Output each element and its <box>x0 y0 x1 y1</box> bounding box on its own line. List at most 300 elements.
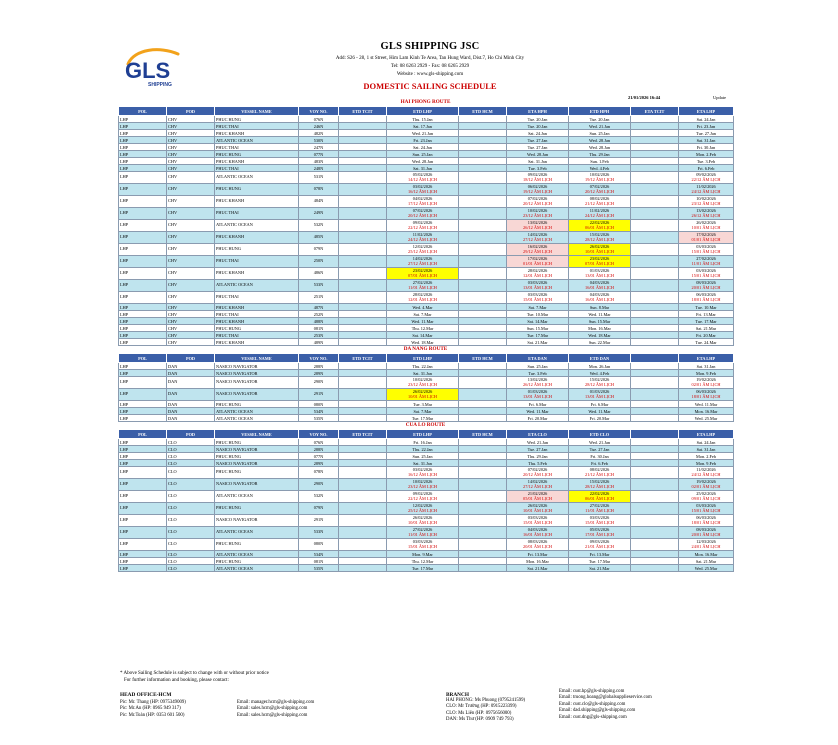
cell-eta-tcit <box>631 130 679 137</box>
cell-etd-port: Fri. 30.Jan <box>569 453 631 460</box>
cell-pol: LHP <box>119 304 167 311</box>
cell-etd-port: 09/03/2026 21/01 ÂM LỊCH <box>569 539 631 551</box>
cell-eta-port: 08/03/2026 20/01 ÂM LỊCH <box>507 539 569 551</box>
cell-eta-port: Tue. 27.Jan <box>507 137 569 144</box>
table-row <box>119 527 734 539</box>
lunar-date: 20/01 ÂM LỊCH <box>523 543 552 549</box>
cell-pod: CLO <box>167 503 215 515</box>
cell-eta-port: Tue. 27.Jan <box>507 144 569 151</box>
cell-eta-port: Tue. 20.Jan <box>507 123 569 130</box>
cell-eta-tcit <box>631 332 679 339</box>
cell-pol: LHP <box>119 439 167 446</box>
cell-pol: LHP <box>119 280 167 292</box>
cell-etd-hcm <box>459 232 507 244</box>
cell-eta-lhp: Fri. 23.Jan <box>679 123 734 130</box>
cell-eta-tcit <box>631 558 679 565</box>
cell-voy: 530N <box>299 137 339 144</box>
table-row <box>119 208 734 220</box>
cell-pol: LHP <box>119 116 167 123</box>
cell-eta-port: 21/02/2026 05/01 ÂM LỊCH <box>507 491 569 503</box>
table-row <box>119 220 734 232</box>
cell-pod: CHV <box>167 137 215 144</box>
cell-pol: LHP <box>119 244 167 256</box>
cell-etd-lhp: Sat. 24.Jan <box>387 144 459 151</box>
cell-pod: CHV <box>167 184 215 196</box>
table-row <box>119 232 734 244</box>
cell-etd-lhp: 04/02/2026 17/12 ÂM LỊCH <box>387 196 459 208</box>
lunar-date: 10/01 ÂM LỊCH <box>585 248 614 254</box>
cell-etd-hcm <box>459 172 507 184</box>
cell-voy: 079N <box>299 244 339 256</box>
cell-eta-port: 04/03/2026 16/01 ÂM LỊCH <box>507 527 569 539</box>
lunar-date: 20/01 ÂM LỊCH <box>691 284 721 290</box>
lunar-date: 12/01 ÂM LỊCH <box>523 272 552 278</box>
head-office-title: HEAD OFFICE-HCM <box>120 692 172 698</box>
table-row <box>119 565 734 572</box>
table-row <box>119 558 734 565</box>
schedule-date: 21/01/2026 16:44 <box>628 95 661 100</box>
cell-vessel: PHUC KHANH <box>215 130 299 137</box>
company-website[interactable]: Website : www.gls-shipping.com <box>396 72 464 77</box>
cell-etd-tcit <box>339 325 387 332</box>
cell-vessel: PHUC KHANH <box>215 232 299 244</box>
cell-etd-tcit <box>339 244 387 256</box>
cell-etd-lhp: Thu. 22.Jan <box>387 363 459 370</box>
lunar-date: 23/12 ÂM LỊCH <box>691 200 721 206</box>
cell-eta-port: 06/02/2026 19/12 ÂM LỊCH <box>507 184 569 196</box>
route-title: HAI PHONG ROUTE <box>400 99 451 105</box>
table-row <box>119 116 734 123</box>
lunar-date: 17/12 ÂM LỊCH <box>408 200 437 206</box>
lunar-date: 19/12 ÂM LỊCH <box>585 176 614 182</box>
branch-email[interactable]: Email: cust.hp@gls-shipping.com <box>559 689 625 694</box>
cell-pod: DAN <box>167 363 215 370</box>
cell-etd-lhp: 03/02/2026 16/12 ÂM LỊCH <box>387 467 459 479</box>
cell-voy: 078N <box>299 467 339 479</box>
table-row <box>119 158 734 165</box>
lunar-date: 10/01 ÂM LỊCH <box>408 393 437 399</box>
cell-eta-lhp: Tue. 10.Mar <box>679 304 734 311</box>
cell-voy: 250N <box>299 256 339 268</box>
cell-pod: CHV <box>167 268 215 280</box>
cell-pod: CLO <box>167 558 215 565</box>
cell-eta-lhp: 13/02/2026 26/12 ÂM LỊCH <box>679 208 734 220</box>
cell-etd-tcit <box>339 123 387 130</box>
cell-etd-hcm <box>459 184 507 196</box>
cell-vessel: PHUC THAI <box>215 256 299 268</box>
cell-pol: LHP <box>119 370 167 377</box>
branch-email[interactable]: Email: cust.dng@gls-shipping.com <box>559 714 627 720</box>
lunar-date: 17/01 ÂM LỊCH <box>585 531 614 537</box>
lunar-date: 27/12 ÂM LỊCH <box>523 483 552 489</box>
cell-pod: CHV <box>167 232 215 244</box>
cell-vessel: ATLANTIC OCEAN <box>215 527 299 539</box>
cell-eta-port: Tue. 3.Feb <box>507 165 569 172</box>
cell-etd-port: Wed. 11.Mar <box>569 408 631 415</box>
cell-eta-lhp: 06/03/2026 18/01 ÂM LỊCH <box>679 515 734 527</box>
cell-eta-lhp: Mon. 2.Feb <box>679 151 734 158</box>
cell-etd-lhp: Tue. 17.Mar <box>387 415 459 422</box>
lunar-date: 20/01 ÂM LỊCH <box>691 531 721 537</box>
cell-voy: 483N <box>299 158 339 165</box>
cell-eta-port: Tue. 3.Feb <box>507 370 569 377</box>
cell-eta-lhp: 06/03/2026 18/01 ÂM LỊCH <box>679 389 734 401</box>
cell-etd-tcit <box>339 479 387 491</box>
cell-etd-hcm <box>459 256 507 268</box>
lunar-date: 27/12 ÂM LỊCH <box>408 260 437 266</box>
cell-voy: 076N <box>299 116 339 123</box>
cell-eta-lhp: Tue. 24.Mar <box>679 339 734 346</box>
cell-etd-tcit <box>339 363 387 370</box>
cell-eta-lhp: Sat. 24.Jan <box>679 439 734 446</box>
lunar-date: 20/12 ÂM LỊCH <box>523 471 552 477</box>
cell-eta-tcit <box>631 439 679 446</box>
head-office-email[interactable]: Email: sales.hcm@gls-shipping.com <box>237 712 308 718</box>
branch-email[interactable]: Email: truong.hoang@globalsupplieservice.com <box>559 695 652 701</box>
cell-etd-port: Wed. 4.Feb <box>569 370 631 377</box>
column-header-etd-lhp: ETD LHP <box>387 430 459 439</box>
cell-vessel: PHUC HUNG <box>215 539 299 551</box>
cell-eta-port: Fri. 20.Mar <box>507 415 569 422</box>
cell-vessel: ATLANTIC OCEAN <box>215 551 299 558</box>
cell-etd-hcm <box>459 332 507 339</box>
column-header-etd-tcit: ETD TCIT <box>339 107 387 116</box>
head-office-email[interactable]: Email: manager.hcm@gls-shipping.com <box>237 700 315 705</box>
page-title: DOMESTIC SAILING SCHEDULE <box>363 81 497 91</box>
cell-pod: CHV <box>167 304 215 311</box>
cell-eta-port: 13/02/2026 26/12 ÂM LỊCH <box>507 377 569 389</box>
cell-etd-tcit <box>339 172 387 184</box>
lunar-date: 02/01 ÂM LỊCH <box>691 483 721 489</box>
cell-vessel: PHUC KHANH <box>215 339 299 346</box>
cell-etd-port: Sun. 1.Feb <box>569 158 631 165</box>
cell-eta-tcit <box>631 244 679 256</box>
column-header-eta-lhp: ETA LHP <box>679 354 734 363</box>
cell-pol: LHP <box>119 515 167 527</box>
head-office-pic: Pic: Mr.An (HP: 0965 949 317) <box>120 706 181 712</box>
notes-disclaimer: * Above Sailing Schedule is subject to change with or without prior notice <box>120 671 269 676</box>
cell-voy: 081N <box>299 325 339 332</box>
cell-pod: DAN <box>167 377 215 389</box>
cell-voy: 253N <box>299 332 339 339</box>
cell-vessel: ATLANTIC OCEAN <box>215 137 299 144</box>
cell-etd-lhp: Sat. 7.Mar <box>387 408 459 415</box>
cell-eta-port: 09/02/2026 18/12 ÂM LỊCH <box>507 172 569 184</box>
cell-voy: 248N <box>299 165 339 172</box>
cell-etd-lhp: Fri. 23.Jan <box>387 137 459 144</box>
cell-vessel: ATLANTIC OCEAN <box>215 565 299 572</box>
column-header-etd-port: ETD CLO <box>569 430 631 439</box>
branch-pic: DAN: Ms Thư (HP: 0909 749 793) <box>446 717 514 723</box>
table-row <box>119 184 734 196</box>
cell-etd-lhp: 27/02/2026 11/01 ÂM LỊCH <box>387 280 459 292</box>
cell-eta-lhp: Mon. 9.Feb <box>679 460 734 467</box>
cell-etd-hcm <box>459 165 507 172</box>
cell-eta-tcit <box>631 220 679 232</box>
cell-pol: LHP <box>119 415 167 422</box>
cell-eta-tcit <box>631 123 679 130</box>
lunar-date: 26/12 ÂM LỊCH <box>691 212 721 218</box>
cell-voy: 290N <box>299 377 339 389</box>
cell-eta-tcit <box>631 460 679 467</box>
cell-eta-tcit <box>631 479 679 491</box>
cell-eta-lhp: Sat. 21.Mar <box>679 325 734 332</box>
lunar-date: 28/12 ÂM LỊCH <box>585 381 614 387</box>
company-name: GLS SHIPPING JSC <box>380 41 480 52</box>
gls-logo <box>122 44 188 88</box>
cell-etd-hcm <box>459 527 507 539</box>
cell-etd-lhp: Wed. 11.Mar <box>387 318 459 325</box>
table-row <box>119 503 734 515</box>
table-row <box>119 144 734 151</box>
cell-etd-tcit <box>339 377 387 389</box>
cell-etd-lhp: Sat. 17.Jan <box>387 123 459 130</box>
cell-etd-tcit <box>339 467 387 479</box>
branch-email[interactable]: Email: cust.clo@gls-shipping.com <box>559 701 626 707</box>
head-office-contacts <box>120 700 186 719</box>
cell-vessel: PHUC HUNG <box>215 151 299 158</box>
cell-vessel: PHUC KHANH <box>215 268 299 280</box>
cell-eta-port: 10/02/2026 23/12 ÂM LỊCH <box>507 208 569 220</box>
cell-vessel: NASICO NAVIGATOR <box>215 370 299 377</box>
lunar-date: 24/12 ÂM LỊCH <box>691 471 721 477</box>
cell-pod: CHV <box>167 144 215 151</box>
column-header-etd-port: ETD DAN <box>569 354 631 363</box>
cell-vessel: NASICO NAVIGATOR <box>215 515 299 527</box>
cell-eta-port: Tue. 27.Jan <box>507 446 569 453</box>
table-row <box>119 332 734 339</box>
cell-pol: LHP <box>119 318 167 325</box>
cell-pol: LHP <box>119 144 167 151</box>
cell-etd-lhp: 10/02/2026 23/12 ÂM LỊCH <box>387 479 459 491</box>
cell-eta-tcit <box>631 137 679 144</box>
cell-eta-lhp: 03/03/2026 15/01 ÂM LỊCH <box>679 244 734 256</box>
cell-pod: CHV <box>167 220 215 232</box>
cell-voy: 076N <box>299 439 339 446</box>
cell-pol: LHP <box>119 401 167 408</box>
cell-etd-lhp: Sat. 31.Jan <box>387 460 459 467</box>
cell-etd-lhp: Thu. 12.Mar <box>387 325 459 332</box>
lunar-date: 13/01 ÂM LỊCH <box>523 284 552 290</box>
cell-voy: 077N <box>299 453 339 460</box>
cell-etd-port: 23/02/2026 07/01 ÂM LỊCH <box>569 256 631 268</box>
cell-pol: LHP <box>119 196 167 208</box>
cell-etd-port: Tue. 17.Mar <box>569 558 631 565</box>
cell-etd-port: Sun. 8.Mar <box>569 304 631 311</box>
cell-pol: LHP <box>119 256 167 268</box>
branch-pic: CLO: Mr Trường (HP: 0915223399) <box>446 704 517 710</box>
cell-vessel: NASICO NAVIGATOR <box>215 377 299 389</box>
cell-etd-hcm <box>459 370 507 377</box>
cell-etd-tcit <box>339 144 387 151</box>
cell-etd-port: 22/02/2026 06/01 ÂM LỊCH <box>569 220 631 232</box>
cell-etd-hcm <box>459 244 507 256</box>
cell-voy: 289N <box>299 370 339 377</box>
cell-etd-hcm <box>459 558 507 565</box>
cell-eta-port: Mon. 16.Mar <box>507 558 569 565</box>
cell-etd-port: Wed. 28.Jan <box>569 144 631 151</box>
cell-eta-tcit <box>631 370 679 377</box>
logo-text: GLS <box>125 58 171 83</box>
cell-eta-lhp: Wed. 25.Mar <box>679 415 734 422</box>
cell-etd-tcit <box>339 558 387 565</box>
table-row <box>119 377 734 389</box>
cell-pol: LHP <box>119 491 167 503</box>
cell-eta-port: 07/02/2026 20/12 ÂM LỊCH <box>507 196 569 208</box>
branch-contacts <box>446 698 525 724</box>
cell-eta-lhp: Tue. 27.Jan <box>679 130 734 137</box>
column-header-eta-port: ETA HPH <box>507 107 569 116</box>
cell-voy: 532N <box>299 491 339 503</box>
table-row <box>119 453 734 460</box>
head-office-email[interactable]: Email: sales.hcm@gls-shipping.com <box>237 706 308 712</box>
lunar-date: 16/01 ÂM LỊCH <box>523 531 552 537</box>
table-row <box>119 304 734 311</box>
cell-vessel: PHUC HUNG <box>215 453 299 460</box>
cell-etd-port: Sat. 21.Mar <box>569 565 631 572</box>
cell-etd-hcm <box>459 292 507 304</box>
schedule-table <box>118 429 734 572</box>
cell-eta-port: Sat. 21.Mar <box>507 339 569 346</box>
lunar-date: 24/12 ÂM LỊCH <box>691 188 721 194</box>
cell-voy: 487N <box>299 304 339 311</box>
cell-pod: CHV <box>167 172 215 184</box>
cell-vessel: ATLANTIC OCEAN <box>215 408 299 415</box>
cell-etd-hcm <box>459 123 507 130</box>
lunar-date: 13/01 ÂM LỊCH <box>585 393 614 399</box>
cell-eta-port: 17/02/2026 01/01 ÂM LỊCH <box>507 256 569 268</box>
cell-pol: LHP <box>119 446 167 453</box>
lunar-date: 27/12 ÂM LỊCH <box>523 236 552 242</box>
lunar-date: 21/01 ÂM LỊCH <box>585 543 614 549</box>
cell-vessel: PHUC HUNG <box>215 325 299 332</box>
lunar-date: 11/01 ÂM LỊCH <box>408 531 437 537</box>
table-row <box>119 446 734 453</box>
cell-eta-tcit <box>631 527 679 539</box>
cell-etd-lhp: 27/02/2026 11/01 ÂM LỊCH <box>387 527 459 539</box>
cell-etd-lhp: Sat. 14.Mar <box>387 332 459 339</box>
cell-pod: CHV <box>167 130 215 137</box>
cell-vessel: ATLANTIC OCEAN <box>215 220 299 232</box>
cell-eta-tcit <box>631 339 679 346</box>
cell-pod: CHV <box>167 311 215 318</box>
cell-eta-tcit <box>631 196 679 208</box>
cell-pol: LHP <box>119 377 167 389</box>
cell-pol: LHP <box>119 208 167 220</box>
cell-eta-tcit <box>631 208 679 220</box>
cell-etd-lhp: Sat. 7.Mar <box>387 311 459 318</box>
cell-eta-tcit <box>631 158 679 165</box>
cell-voy: 484N <box>299 196 339 208</box>
cell-vessel: PHUC HUNG <box>215 184 299 196</box>
cell-pod: DAN <box>167 415 215 422</box>
table-row <box>119 460 734 467</box>
cell-eta-tcit <box>631 467 679 479</box>
lunar-date: 15/01 ÂM LỊCH <box>691 272 721 278</box>
cell-eta-lhp: Fri. 6.Feb <box>679 165 734 172</box>
cell-etd-tcit <box>339 158 387 165</box>
cell-voy: 531N <box>299 172 339 184</box>
table-row <box>119 196 734 208</box>
lunar-date: 26/12 ÂM LỊCH <box>523 224 552 230</box>
cell-etd-port: Wed. 21.Jan <box>569 123 631 130</box>
cell-eta-port: 03/03/2026 13/01 ÂM LỊCH <box>507 280 569 292</box>
cell-pol: LHP <box>119 467 167 479</box>
cell-etd-port: 08/02/2026 21/12 ÂM LỊCH <box>569 467 631 479</box>
cell-vessel: NASICO NAVIGATOR <box>215 363 299 370</box>
cell-pol: LHP <box>119 292 167 304</box>
cell-eta-tcit <box>631 363 679 370</box>
cell-voy: 535N <box>299 565 339 572</box>
branch-pic: CLO: Ms Liên (HP: 0975656000) <box>446 710 512 716</box>
cell-etd-port: 01/03/2026 13/01 ÂM LỊCH <box>569 268 631 280</box>
cell-voy: 249N <box>299 208 339 220</box>
cell-etd-port: 04/03/2026 16/01 ÂM LỊCH <box>569 292 631 304</box>
table-row <box>119 415 734 422</box>
cell-etd-hcm <box>459 446 507 453</box>
branch-pic: HAI PHONG: Ms Phuong (0795241599) <box>446 698 526 703</box>
cell-eta-tcit <box>631 377 679 389</box>
cell-etd-hcm <box>459 539 507 551</box>
branch-title: BRANCH <box>446 692 469 698</box>
lunar-date: 13/01 ÂM LỊCH <box>523 393 552 399</box>
table-row <box>119 172 734 184</box>
cell-vessel: NASICO NAVIGATOR <box>215 389 299 401</box>
company-address: Add: S26 - 28, 1 st Street, Him Lam Kinh Te Area, Tan Hung Ward, Dist.7, Ho Chi Minh City <box>335 56 525 61</box>
cell-pod: CHV <box>167 196 215 208</box>
cell-etd-lhp: 14/02/2026 27/12 ÂM LỊCH <box>387 256 459 268</box>
cell-etd-lhp: Thu. 15.Jan <box>387 116 459 123</box>
cell-pod: CHV <box>167 116 215 123</box>
cell-etd-lhp: Sat. 31.Jan <box>387 370 459 377</box>
cell-etd-port: Sun. 22.Mar <box>569 339 631 346</box>
cell-eta-lhp: 17/02/2026 01/01 ÂM LỊCH <box>679 232 734 244</box>
lunar-date: 02/01 ÂM LỊCH <box>691 381 721 387</box>
table-row <box>119 491 734 503</box>
lunar-date: 14/12 ÂM LỊCH <box>408 176 437 182</box>
cell-etd-tcit <box>339 339 387 346</box>
cell-etd-hcm <box>459 158 507 165</box>
cell-voy: 078N <box>299 184 339 196</box>
cell-vessel: PHUC HUNG <box>215 116 299 123</box>
cell-voy: 288N <box>299 363 339 370</box>
lunar-date: 18/01 ÂM LỊCH <box>691 296 721 302</box>
cell-voy: 534N <box>299 408 339 415</box>
cell-pod: CLO <box>167 551 215 558</box>
cell-eta-port: Wed. 28.Jan <box>507 151 569 158</box>
branch-email[interactable]: Email: dad.shipping@gls-shipping.com <box>559 708 636 714</box>
cell-pod: CLO <box>167 515 215 527</box>
column-header-etd-tcit: ETD TCIT <box>339 354 387 363</box>
cell-etd-hcm <box>459 196 507 208</box>
cell-etd-tcit <box>339 551 387 558</box>
cell-voy: 489N <box>299 339 339 346</box>
column-header-eta-port: ETA CLO <box>507 430 569 439</box>
cell-eta-tcit <box>631 311 679 318</box>
cell-etd-tcit <box>339 292 387 304</box>
column-header-etd-lhp: ETD LHP <box>387 107 459 116</box>
cell-eta-tcit <box>631 515 679 527</box>
cell-pod: CHV <box>167 339 215 346</box>
column-header-eta-lhp: ETA LHP <box>679 107 734 116</box>
table-row <box>119 280 734 292</box>
cell-eta-lhp: 09/02/2026 22/12 ÂM LỊCH <box>679 172 734 184</box>
cell-pol: LHP <box>119 130 167 137</box>
cell-etd-port: Fri. 13.Mar <box>569 551 631 558</box>
cell-etd-lhp: 03/03/2026 15/01 ÂM LỊCH <box>387 539 459 551</box>
cell-etd-port: 01/03/2026 13/01 ÂM LỊCH <box>569 389 631 401</box>
cell-voy: 080N <box>299 539 339 551</box>
